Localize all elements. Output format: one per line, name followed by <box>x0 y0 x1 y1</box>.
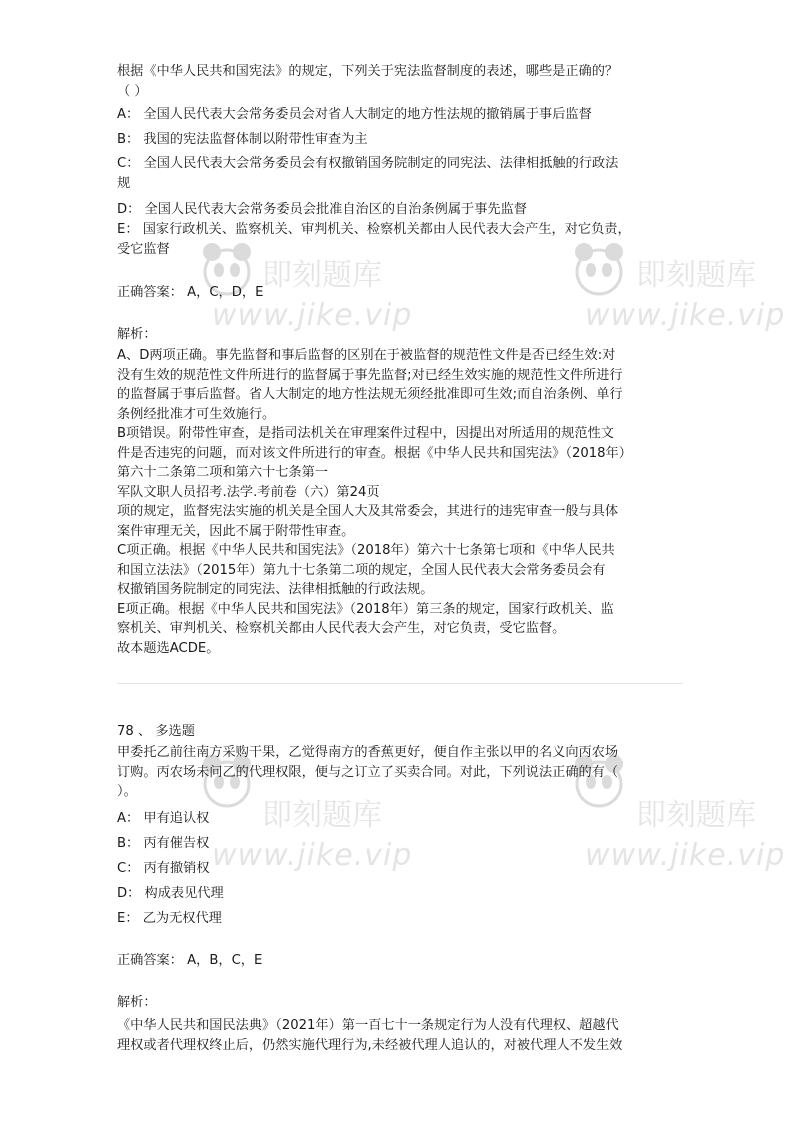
option-d: D： 构成表见代理 <box>117 886 224 901</box>
option-b: B： 我国的宪法监督体制以附带性审查为主 <box>117 132 368 147</box>
option-b: B： 丙有催告权 <box>117 836 210 851</box>
option-c: C： 全国人民代表大会常务委员会有权撤销国务院制定的同宪法、法律相抵触的行政法 规 <box>117 156 619 191</box>
watermark-title: 即刻题库 <box>262 258 382 293</box>
section-divider <box>117 683 683 684</box>
question-stem: 根据《中华人民共和国宪法》的规定，下列关于宪法监督制度的表述，哪些是正确的？ （ ） <box>117 64 619 99</box>
analysis-body: 《中华人民共和国民法典》（2021年）第一百七十一条规定行为人没有代理权、超越代 理权或者代理权终止后，仍然实施代理行为,未经被代理人追认的，对被代理人不发生效 <box>117 1018 623 1053</box>
correct-answer: 正确答案： A，C，D，E <box>117 285 264 300</box>
correct-answer: 正确答案： A，B，C，E <box>117 953 263 968</box>
analysis-body: A、D两项正确。事先监督和事后监督的区别在于被监督的规范性文件是否已经生效:对 没有生效的规范性文件所进行的监督属于事先监督;对已经生效实施的规范性文件所进行 的监督属于事后监督。省人大制定的地方性法规无须经批准即可生效;而自治条例、单行 条例经批准才可生效施行。 B项错误。附带性审查，是指司法机关在审理案件过程中，因提出对所适用的规范性文 件是否违宪的问题，而对该文件所进行的审查。根据《中华人民共和国宪法》（2018年） 第六十二条第二项和第六十七条第一 军队文职人员招考.法学.考前卷（六）第24页 项的规定，监督宪法实施的机关是全国人大及其常委会，其进行的违宪审查一般与具体 案件审理无关，因此不属于附带性审查。 C项正确。根据《中华人民共和国宪法》（2018年）第六十七条第七项和《中华人民共 和国立法法》（2015年）第九十七条第二项的规定，全国人民代表大会常务委员会有 权撤销国务院制定的同宪法、法律相抵触的行政法规。 E项正确。根据《中华人民共和国宪法》（2018年）第三条的规定，国家行政机关、监 察机关、审判机关、检察机关都由人民代表大会产生，对它负责，受它监督。 故本题选ACDE。 <box>117 348 632 656</box>
analysis-heading: 解析： <box>117 327 157 342</box>
watermark-url: www.jike.vip <box>585 838 786 873</box>
watermark-title: 即刻题库 <box>636 798 756 833</box>
question-stem: 甲委托乙前往南方采购干果，乙觉得南方的香蕉更好，便自作主张以甲的名义向丙农场 订购。丙农场未问乙的代理权限，便与之订立了买卖合同。对此，下列说法正确的有（ ）。 <box>117 745 619 799</box>
watermark-url: www.jike.vip <box>585 298 786 333</box>
question-number: 78 、 多选题 <box>117 724 195 739</box>
option-a: A： 全国人民代表大会常务委员会对省人大制定的地方性法规的撤销属于事后监督 <box>117 107 592 122</box>
option-d: D： 全国人民代表大会常务委员会批准自治区的自治条例属于事先监督 <box>117 202 527 217</box>
watermark-title: 即刻题库 <box>636 258 756 293</box>
analysis-heading: 解析： <box>117 995 157 1010</box>
option-e: E： 乙为无权代理 <box>117 911 222 926</box>
watermark-url: www.jike.vip <box>212 838 413 873</box>
watermark-url: www.jike.vip <box>212 298 413 333</box>
option-e: E： 国家行政机关、监察机关、审判机关、检察机关都由人民代表大会产生，对它负责， 受它监督 <box>117 222 631 257</box>
option-c: C： 丙有撤销权 <box>117 861 210 876</box>
option-a: A： 甲有追认权 <box>117 811 210 826</box>
watermark-title: 即刻题库 <box>262 798 382 833</box>
